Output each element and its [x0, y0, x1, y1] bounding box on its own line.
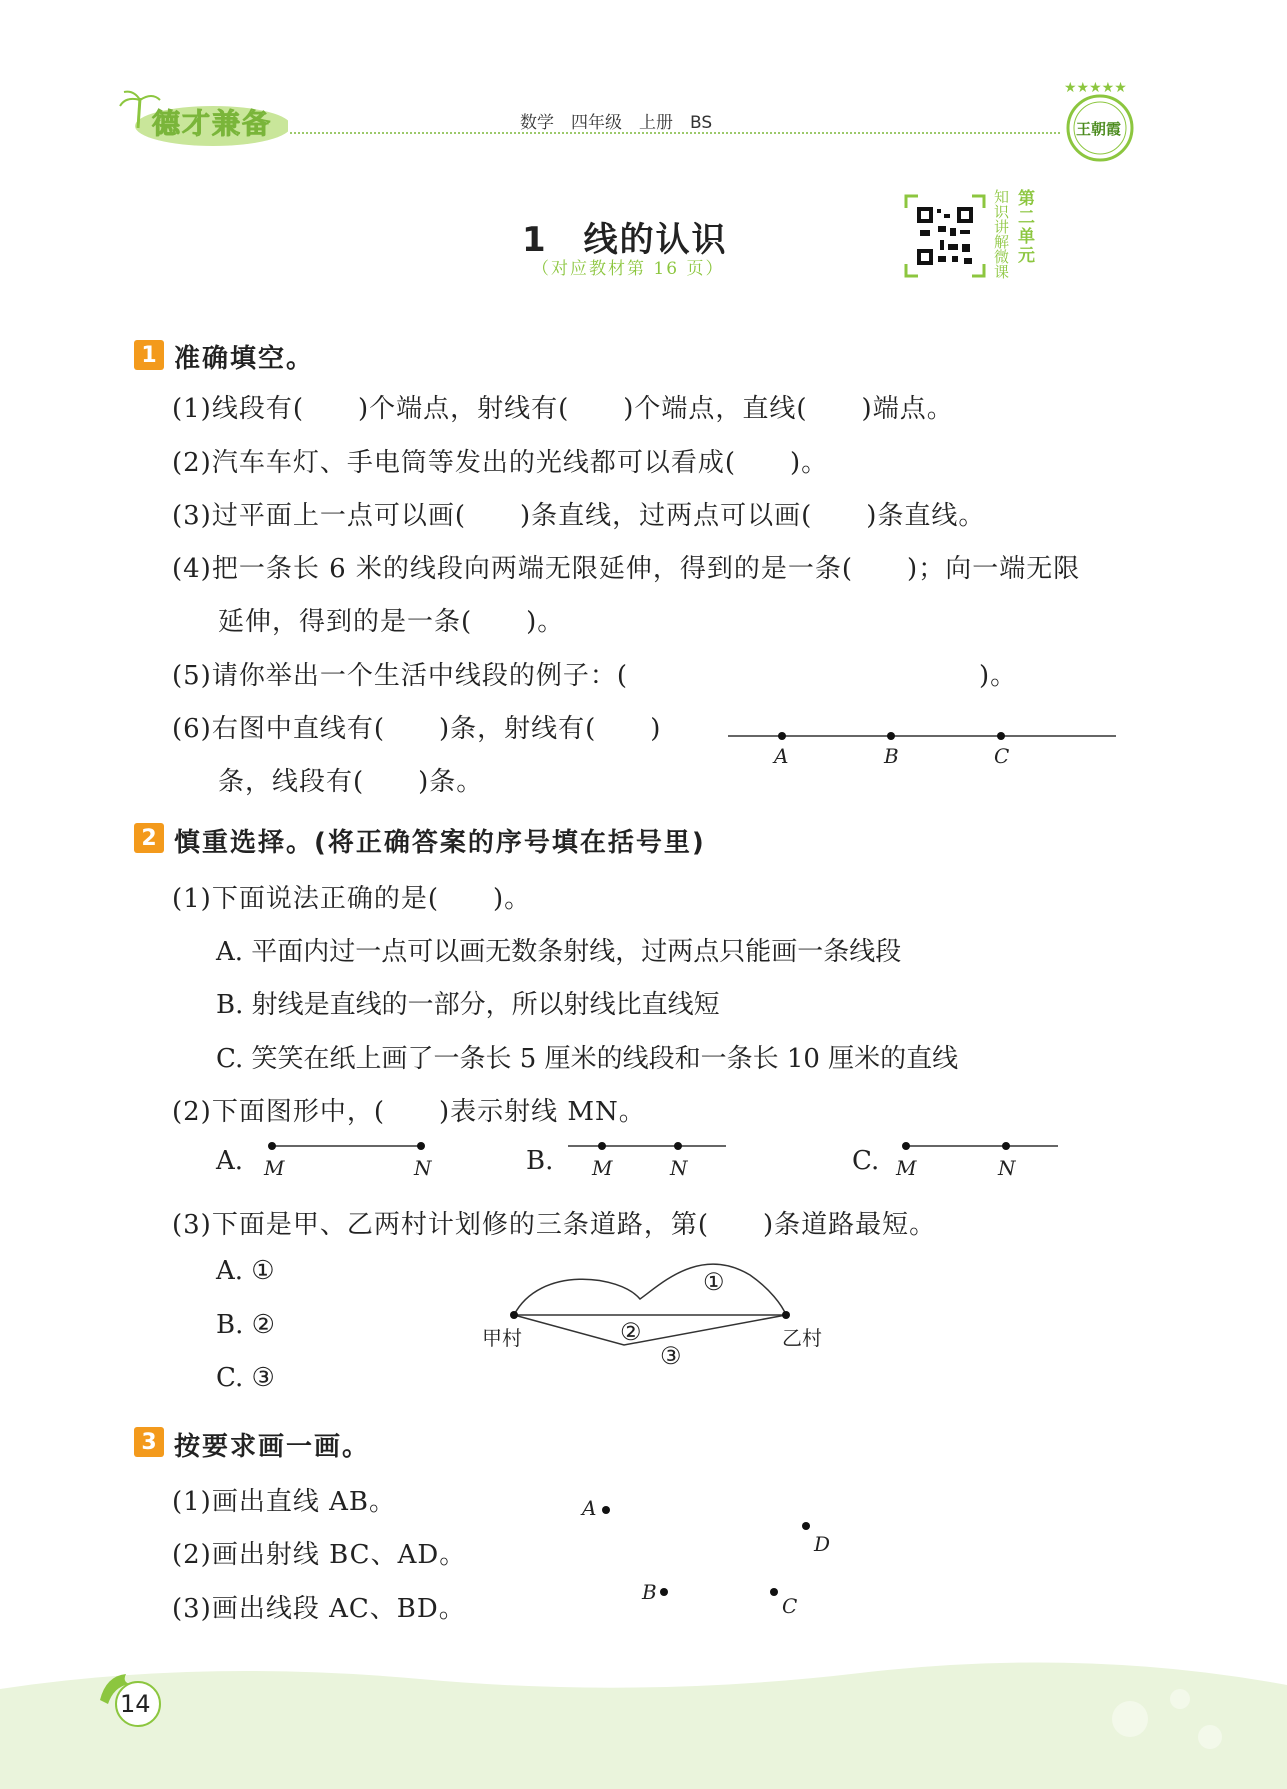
seal-text: 王朝霞: [1076, 120, 1122, 138]
s2-q3: (3)下面是甲、乙两村计划修的三条道路，第( )条道路最短。: [172, 1210, 937, 1240]
s1-q5: (5)请你举出一个生活中线段的例子：( )。: [172, 661, 1018, 691]
road-diagram: [500, 1255, 800, 1365]
s2-fig-c-m: M: [896, 1156, 917, 1180]
section-2-number: 2: [134, 823, 164, 853]
s3-point-d: D: [814, 1532, 831, 1556]
s2-q1-opt-a: A. 平面内过一点可以画无数条射线，过两点只能画一条线段: [216, 937, 902, 967]
s2-q1-opt-b: B. 射线是直线的一部分，所以射线比直线短: [216, 990, 720, 1020]
s2-fig-a-n: N: [414, 1156, 432, 1180]
s2-fig-a-m: M: [264, 1156, 285, 1180]
page-number-badge: [92, 1670, 164, 1730]
road-label-1: ①: [703, 1268, 725, 1296]
s1-q1: (1)线段有( )个端点，射线有( )个端点，直线( )端点。: [172, 394, 954, 424]
s3-point-b: B: [642, 1580, 657, 1604]
s3-point-c: C: [782, 1594, 798, 1618]
section-3-number: 3: [134, 1427, 164, 1457]
footer-wave: [0, 1649, 1287, 1789]
s1-label-b: B: [884, 744, 899, 768]
lesson-title: 1 线的认识: [522, 220, 728, 260]
s3-q2: (2)画出射线 BC、AD。: [172, 1540, 467, 1570]
village-a-label: 甲村: [482, 1326, 522, 1350]
s1-label-c: C: [994, 744, 1010, 768]
page-number: 14: [120, 1690, 151, 1718]
s2-fig-a: [266, 1140, 436, 1160]
section-2-title: 慎重选择。(将正确答案的序号填在括号里): [174, 828, 706, 858]
brand-logo: [118, 88, 288, 148]
village-b-label: 乙村: [782, 1326, 822, 1350]
section-1-title: 准确填空。: [174, 344, 315, 374]
lesson-subtitle: （对应教材第 16 页）: [532, 259, 725, 279]
s2-fig-b-m: M: [592, 1156, 613, 1180]
s1-q2: (2)汽车车灯、手电筒等发出的光线都可以看成( )。: [172, 448, 829, 478]
s1-q6b: 条，线段有( )条。: [218, 767, 484, 797]
s2-q3-opt-a: A. ①: [216, 1256, 275, 1286]
road-label-2: ②: [620, 1318, 642, 1346]
svg-text:★★★★★: ★★★★★: [1064, 80, 1127, 96]
s2-q2: (2)下面图形中，( )表示射线 MN。: [172, 1097, 646, 1127]
section-3-title: 按要求画一画。: [174, 1432, 371, 1462]
s2-fig-c-n: N: [998, 1156, 1016, 1180]
s2-q1: (1)下面说法正确的是( )。: [172, 884, 532, 914]
s2-q3-opt-c: C. ③: [216, 1363, 275, 1393]
side-label-micro: 知识讲解微课: [994, 188, 1010, 281]
s1-q3: (3)过平面上一点可以画( )条直线，过两点可以画( )条直线。: [172, 501, 986, 531]
side-label-unit: 第二单元: [1018, 189, 1035, 266]
subject-line: 数学 四年级 上册 BS: [520, 113, 713, 133]
s2-fig-c: [900, 1140, 1070, 1160]
road-label-3: ③: [660, 1342, 682, 1370]
s2-q2-opt-b: B.: [526, 1146, 554, 1176]
s1-label-a: A: [774, 744, 789, 768]
s3-point-a: A: [582, 1496, 597, 1520]
s1-q4b: 延伸，得到的是一条( )。: [218, 607, 565, 637]
s3-q3: (3)画出线段 AC、BD。: [172, 1594, 466, 1624]
brand-text: 德才兼备: [152, 107, 273, 140]
seal-logo: [1060, 78, 1140, 168]
s3-q1: (1)画出直线 AB。: [172, 1487, 396, 1517]
s2-q3-opt-b: B. ②: [216, 1310, 275, 1340]
s2-q2-opt-c: C.: [852, 1146, 880, 1176]
s2-fig-b-n: N: [670, 1156, 688, 1180]
s2-q1-opt-c: C. 笑笑在纸上画了一条长 5 厘米的线段和一条长 10 厘米的直线: [216, 1044, 959, 1074]
qr-code-icon: [904, 194, 986, 278]
s2-q2-opt-a: A.: [216, 1146, 244, 1176]
qr-frame[interactable]: [904, 194, 986, 278]
s1-q4a: (4)把一条长 6 米的线段向两端无限延伸，得到的是一条( )；向一端无限: [172, 554, 1081, 584]
section-1-number: 1: [134, 340, 164, 370]
s1-q6a: (6)右图中直线有( )条，射线有( ): [172, 714, 662, 744]
